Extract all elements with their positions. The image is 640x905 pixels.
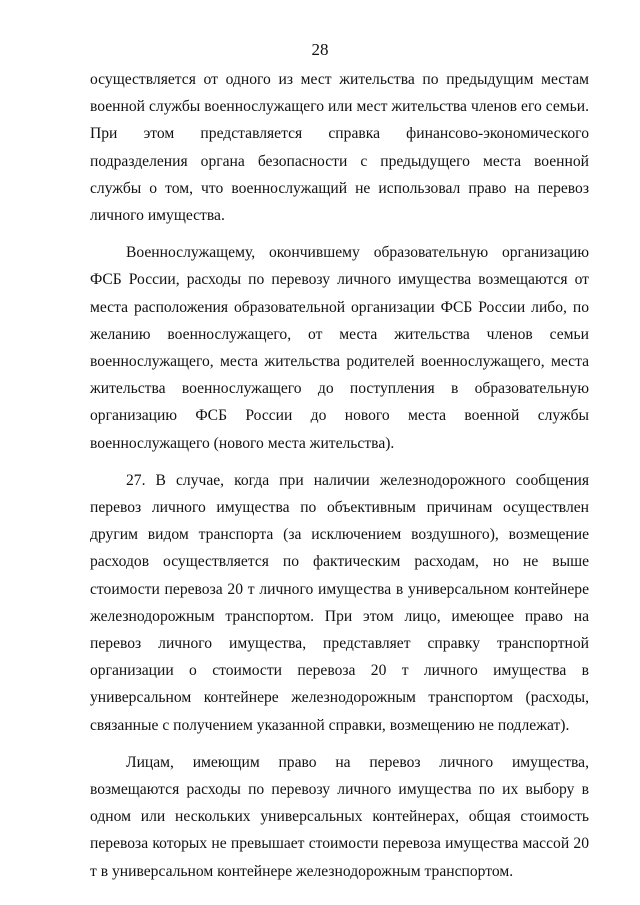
page-number: 28 [311,40,329,59]
paragraph-continuation: осуществляется от одного из мест жительства по предыдущим местам военной службы военнослужащего или мест жительства членов его семьи. При этом представляется справка финансово-экономического подразделения органа безопасности с предыдущего места военной службы о том, что военнослужащий не использовал право на перевоз личного имущества. [90,71,589,225]
paragraph-container-expenses: Лицам, имеющим право на перевоз личного имущества, возмещаются расходы по перевозу личного имущества по их выбору в одном или нескольких универсальных контейнерах, общая стоимость перевоза которых не превышает стоимости перевоза имущества массой 20 т в универсальном контейнере железнодорожным транспортом. [90,753,589,880]
paragraph-clause-27: 27. В случае, когда при наличии железнодорожного сообщения перевоз личного имущества по объективным причинам осуществлен другим видом транспорта (за исключением воздушного), возмещение расходов осуществляется по фактическим расходам, но не выше стоимости перевоза 20 т личного имущества в универсальном контейнере железнодорожным транспортом. При этом лицо, имеющее право на перевоз личного имущества, представляет справку транспортной организации о стоимости перевоза 20 т личного имущества в универсальном контейнере железнодорожным транспортом (расходы, связанные с получением указанной справки, возмещению не подлежат). [90,471,589,734]
paragraph-graduate-relocation: Военнослужащему, окончившему образовательную организацию ФСБ России, расходы по перевозу личного имущества возмещаются от места расположения образовательной организации ФСБ России либо, по желанию военнослужащего, от места жительства членов семьи военнослужащего, места жительства родителей военнослужащего, места жительства военнослужащего до поступления в образовательную организацию ФСБ России до нового места военной службы военнослужащего (нового места жительства). [90,244,589,452]
document-body [90,66,589,895]
